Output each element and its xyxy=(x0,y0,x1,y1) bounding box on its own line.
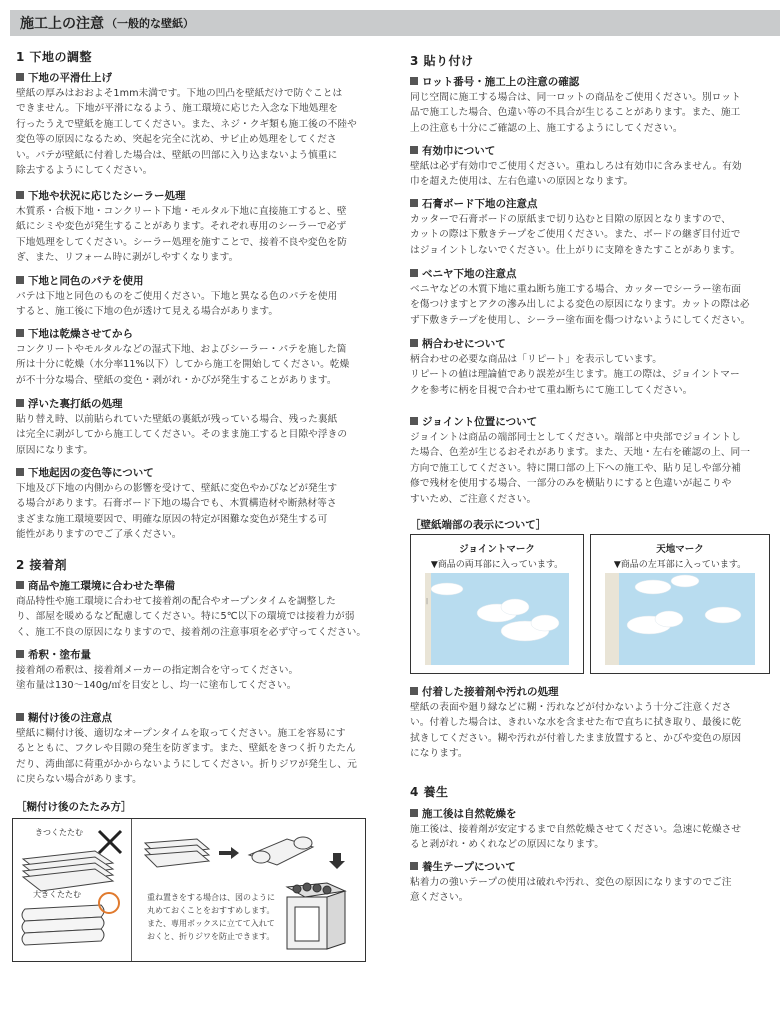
subsection xyxy=(410,74,766,136)
subsection xyxy=(410,143,766,190)
subsection-body: 下地及び下地の内側からの影響を受けて、壁紙に変色やかびなどが発生す る場合があります。石膏ボード下地の場合でも、木質構造材や断熱材等さ まざまな施工環境要因で、明確な原因の特定が困難な変色が発生する可 能性がありますのでご了承ください。 xyxy=(16,483,338,541)
joint-mark-figure xyxy=(410,534,584,674)
subsection-heading: 下地は乾燥させてから xyxy=(16,326,372,342)
joint-mark-caption: ▼商品の両耳部に入っています。 xyxy=(430,560,564,570)
square-bullet-icon xyxy=(410,199,418,207)
square-bullet-icon xyxy=(410,146,418,154)
label-tight-fold: きつくたたむ xyxy=(35,828,83,837)
subsection-body: 壁紙の表面や廻り縁などに糊・汚れなどが付かないよう十分ご注意くださ い。付着した場合は、きれいな水を含ませた布で直ちに拭き取り、最後に乾 拭きしてください。糊や汚れが付着したまま放置すると、かびや変色の原因 になります。 xyxy=(410,702,742,760)
subsection-heading: 柄合わせについて xyxy=(410,336,766,352)
subsection xyxy=(16,326,372,388)
section-title: 1 下地の調整 xyxy=(16,50,93,64)
label-loose-fold: 大きくたたむ xyxy=(33,890,81,899)
subsection-heading: 下地の平滑仕上げ xyxy=(16,70,372,86)
subsection-heading: 養生テープについて xyxy=(410,859,766,875)
subsection-body: 壁紙は必ず有効巾でご使用ください。重ねしろは有効巾に含みません。有効 巾を超えた使用は、左右色違いの原因となります。 xyxy=(410,161,742,188)
square-bullet-icon xyxy=(410,809,418,817)
subsection-heading: 商品や施工環境に合わせた準備 xyxy=(16,578,372,594)
subsection xyxy=(16,465,372,543)
svg-text:|: | xyxy=(426,598,429,605)
subsection-heading: 下地や状況に応じたシーラー処理 xyxy=(16,188,372,204)
section-title: 2 接着剤 xyxy=(16,558,68,572)
subsection-body: 壁紙に糊付け後、適切なオープンタイムを取ってください。施工を容易にす るとともに、フクレや目隙の発生を防ぎます。また、壁紙をきつく折りたたん だり、湾曲部に荷重がかからないようにしてください。折りジワが発生し、元 に戻らない場合があります。 xyxy=(16,728,357,786)
subsection-body: 粘着力の強いテープの使用は破れや汚れ、変色の原因になりますのでご注 意ください。 xyxy=(410,877,732,904)
folding-figure xyxy=(12,818,366,962)
square-bullet-icon xyxy=(16,650,24,658)
joint-mark-photo xyxy=(425,573,569,665)
subsection xyxy=(410,806,766,853)
folding-examples-panel xyxy=(13,819,132,961)
subsection-heading: 付着した接着剤や汚れの処理 xyxy=(410,684,766,700)
orientation-mark-figure xyxy=(590,534,770,674)
subsection-heading: 下地と同色のパテを使用 xyxy=(16,273,372,289)
subsection xyxy=(16,188,372,266)
subsection xyxy=(16,578,372,640)
square-bullet-icon xyxy=(16,73,24,81)
page-header xyxy=(10,10,780,36)
subsection-body: 施工後は、接着剤が安定するまで自然乾燥させてください。急速に乾燥させ ると剥がれ・めくれなどの原因になります。 xyxy=(410,824,742,851)
square-bullet-icon xyxy=(16,191,24,199)
subsection-heading: 有効巾について xyxy=(410,143,766,159)
subsection xyxy=(16,710,372,788)
subsection-body: ベニヤなどの木質下地に重ね断ち施工する場合、カッターでシーラー塗布面 を傷つけますとアクの滲み出しによる変色の原因になります。カットの際は必 ず下敷きテープを使用し、シーラー塗布面を傷つけないようにしてください。 xyxy=(410,284,751,326)
page-title: 施工上の注意 xyxy=(20,16,104,32)
subsection-body: 同じ空間に施工する場合は、同一ロットの商品をご使用ください。別ロット 品で施工した場合、色違い等の不具合が生じることがあります。また、施工 上の注意も十分にご確認の上、施工するようにしてください。 xyxy=(410,92,741,134)
subsection-heading: 下地起因の変色等について xyxy=(16,465,372,481)
subsection xyxy=(16,273,372,320)
page-subtitle: （一般的な壁紙） xyxy=(106,17,194,30)
square-bullet-icon xyxy=(410,339,418,347)
subsection-body: カッターで石膏ボードの原紙まで切り込むと目隙の原因となりますので、 カットの際は下敷きテープをご使用ください。また、ボードの継ぎ目付近で はジョイントしないでください。仕上がりに支障をきたすことがあります。 xyxy=(410,214,741,256)
subsection-body: 接着剤の希釈は、接着剤メーカーの指定割合を守ってください。 塗布量は130～140g/㎡を目安とし、均一に塗布してください。 xyxy=(16,665,299,692)
orientation-mark-photo xyxy=(605,573,755,665)
joint-mark-title: ジョイントマーク xyxy=(459,544,535,555)
subsection-body: 柄合わせの必要な商品は「リピート」を表示しています。 リピートの値は理論値であり誤差が生じます。施工の際は、ジョイントマー クを参考に柄を目視で合わせて重ね断ちにて施工してください。 xyxy=(410,354,740,396)
orientation-mark-caption: ▼商品の左耳部に入っています。 xyxy=(613,560,747,570)
square-bullet-icon xyxy=(410,862,418,870)
square-bullet-icon xyxy=(16,468,24,476)
square-bullet-icon xyxy=(16,276,24,284)
subsection-body: 壁紙の厚みはおおよそ1mm未満です。下地の凹凸を壁紙だけで防ぐことは できません。下地が平滑になるよう、施工環境に応じた入念な下地処理を 行ったうえで壁紙を施工してください。また、ネジ・クギ類も施工後の不陸や 変色等の原因になるため、突起を完全に沈め、サビ止め処理をしてくださ い。パテが壁紙に付着した場合は、壁紙の凹部に入り込まないよう慎重に 除去するようにしてください。 xyxy=(16,88,357,177)
square-bullet-icon xyxy=(16,399,24,407)
figure-title: ［糊付け後のたたみ方］ xyxy=(16,801,132,813)
subsection-heading: ベニヤ下地の注意点 xyxy=(410,266,766,282)
square-bullet-icon xyxy=(410,77,418,85)
subsection-heading: 浮いた裏打紙の処理 xyxy=(16,396,372,412)
folding-note: 重ね置きをする場合は、図のように 丸めておくことをおすすめします。 また、専用ボックスに立てて入れて おくと、折りジワを防止できます。 xyxy=(147,893,275,941)
subsection xyxy=(16,70,372,178)
subsection xyxy=(410,336,766,398)
subsection-body: ジョイントは商品の端部同士としてください。端部と中央部でジョイントし た場合、色差が生じるおそれがあります。また、天地・左右を確認の上、同一 方向で施工してください。特に開口部の上下への施工や、貼り足しや部分補 修で残材を使用する場合、一部分のみを横貼りにすると色違いが起こりや すいため、ご注意ください。 xyxy=(410,432,751,505)
square-bullet-icon xyxy=(410,687,418,695)
subsection-body: パテは下地と同色のものをご使用ください。下地と異なる色のパテを使用 すると、施工後に下地の色が透けて見える場合があります。 xyxy=(16,291,338,318)
subsection-body: コンクリートやモルタルなどの湿式下地、およびシーラー・パテを施した箇 所は十分に乾燥（水分率11%以下）してから施工を開始してください。乾燥 が不十分な場合、壁紙の変色・剥がれ・かびが発生することがあります。 xyxy=(16,344,350,386)
cloud-pattern xyxy=(605,573,755,665)
subsection xyxy=(410,684,766,762)
subsection-heading: 石膏ボード下地の注意点 xyxy=(410,196,766,212)
subsection-heading: ジョイント位置について xyxy=(410,414,766,430)
subsection xyxy=(410,414,766,507)
subsection xyxy=(410,196,766,258)
section-title: 3 貼り付け xyxy=(410,54,474,68)
subsection-heading: 糊付け後の注意点 xyxy=(16,710,372,726)
figure-title: ［壁紙端部の表示について］ xyxy=(410,519,547,531)
square-bullet-icon xyxy=(16,329,24,337)
subsection xyxy=(16,647,372,694)
cloud-pattern xyxy=(425,573,569,665)
subsection-heading: 希釈・塗布量 xyxy=(16,647,372,663)
orientation-mark-title: 天地マーク xyxy=(656,544,704,555)
section-title: 4 養生 xyxy=(410,785,449,799)
subsection xyxy=(410,859,766,906)
subsection-body: 商品特性や施工環境に合わせて接着剤の配合やオープンタイムを調整した り、部屋を暖めるなど配慮してください。特に5℃以下の環境では接着力が弱 く、施工不良の原因になりますので、接着剤の注意事項を必ず守ってください。 xyxy=(16,596,367,638)
folded-wallpaper-illustration xyxy=(17,823,129,953)
subsection-heading: ロット番号・施工上の注意の確認 xyxy=(410,74,766,90)
square-bullet-icon xyxy=(410,269,418,277)
square-bullet-icon xyxy=(16,581,24,589)
subsection-body: 貼り替え時、以前貼られていた壁紙の裏紙が残っている場合、残った裏紙 は完全に剥がしてから施工してください。そのまま施工すると目隙や浮きの 原因になります。 xyxy=(16,414,348,456)
subsection-body: 木質系・合板下地・コンクリート下地・モルタル下地に直接施工すると、壁 紙にシミや変色が発生することがあります。それぞれ専用のシーラーで必ず 下地処理をしてください。シーラー処理を施すことで、接着不良や変色を防 ぎ、また、リフォーム時に剥がしやすくなります。 xyxy=(16,206,347,264)
square-bullet-icon xyxy=(16,713,24,721)
subsection xyxy=(410,266,766,328)
subsection-heading: 施工後は自然乾燥を xyxy=(410,806,766,822)
square-bullet-icon xyxy=(410,417,418,425)
subsection xyxy=(16,396,372,458)
